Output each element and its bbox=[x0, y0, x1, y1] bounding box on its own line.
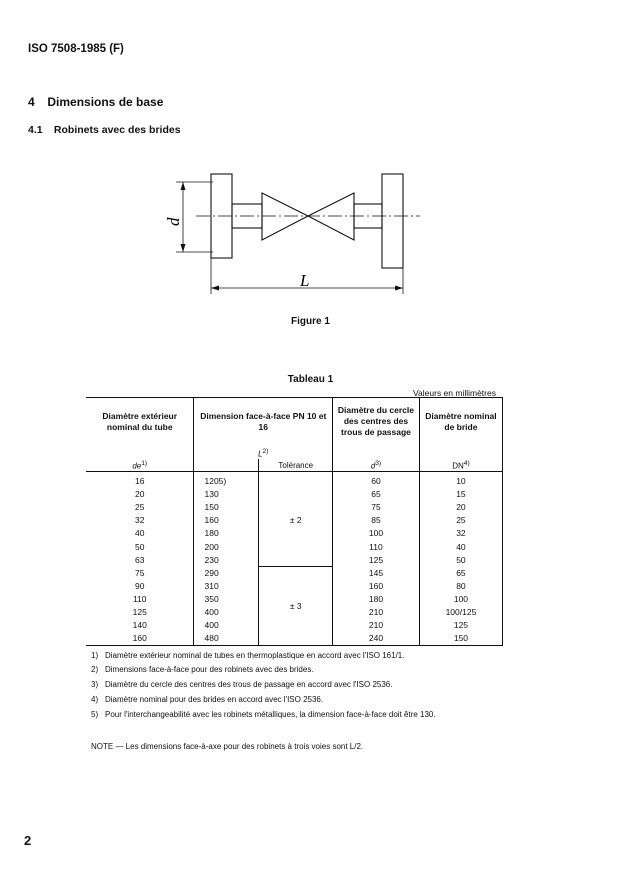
cell-bolt-circle: 145 bbox=[333, 567, 420, 580]
cell-bolt-circle: 240 bbox=[333, 632, 420, 646]
footnote-number: 5) bbox=[91, 710, 99, 719]
cell-face-to-face: 400 bbox=[194, 619, 259, 632]
footnote-number: 4) bbox=[91, 695, 99, 704]
cell-flange-dn: 125 bbox=[419, 619, 502, 632]
cell-face-to-face: 230 bbox=[194, 554, 259, 567]
document-id: ISO 7508-1985 (F) bbox=[28, 43, 124, 55]
cell-bolt-circle: 100 bbox=[333, 527, 420, 540]
cell-flange-dn: 100 bbox=[419, 593, 502, 606]
figure-caption: Figure 1 bbox=[291, 316, 330, 327]
cell-bolt-circle: 85 bbox=[333, 514, 420, 527]
label-L: L bbox=[300, 271, 310, 290]
dimensions-table bbox=[86, 397, 503, 646]
cell-outer-diameter: 110 bbox=[132, 593, 147, 604]
cell-outer-diameter: 75 bbox=[135, 567, 145, 578]
footnote-text: Diamètre nominal pour des brides en accord avec l'ISO 2536. bbox=[105, 695, 324, 704]
tolerance-label: Tolérance bbox=[259, 459, 333, 472]
footnote-number: 3) bbox=[91, 680, 99, 689]
cell-bolt-circle: 210 bbox=[333, 606, 420, 619]
cell-flange-dn: 150 bbox=[419, 632, 502, 646]
cell-outer-diameter: 63 bbox=[135, 554, 145, 565]
footnote-number: 1) bbox=[91, 651, 99, 660]
arrowhead-icon bbox=[181, 244, 186, 252]
footnote bbox=[91, 695, 323, 704]
cell-bolt-circle: 210 bbox=[333, 619, 420, 632]
header-bolt-circle: Diamètre du cercle des centres des trous de passage bbox=[333, 398, 420, 446]
subsection-heading bbox=[28, 124, 181, 136]
cell-face-to-face: 310 bbox=[194, 580, 259, 593]
cell-outer-diameter: 125 bbox=[132, 606, 147, 617]
cell-flange-dn: 80 bbox=[419, 580, 502, 593]
arrowhead-icon bbox=[395, 286, 403, 291]
footnote-text: Diamètre du cercle des centres des trous de passage en accord avec l'ISO 2536. bbox=[105, 680, 393, 689]
left-valve-cone bbox=[262, 193, 308, 240]
right-flange bbox=[382, 174, 403, 268]
cell-face-to-face: 180 bbox=[194, 527, 259, 540]
cell-face-to-face: 160 bbox=[194, 514, 259, 527]
note: NOTE — Les dimensions face-à-axe pour des robinets à trois voies sont L/2. bbox=[91, 742, 364, 751]
label-d: d bbox=[164, 217, 183, 226]
footnote bbox=[91, 665, 314, 674]
cell-bolt-circle: 125 bbox=[333, 554, 420, 567]
cell-outer-diameter: 40 bbox=[135, 528, 145, 539]
cell-flange-dn: 25 bbox=[419, 514, 502, 527]
cell-outer-diameter: 32 bbox=[135, 515, 145, 526]
table-caption: Tableau 1 bbox=[287, 374, 334, 385]
symbol-d: $d^{3)}$ bbox=[333, 445, 420, 472]
cell-face-to-face: 1205) bbox=[194, 472, 259, 489]
cell-bolt-circle: 65 bbox=[333, 488, 420, 501]
footnote bbox=[91, 680, 392, 689]
table-header-row bbox=[86, 398, 503, 446]
table-body bbox=[86, 472, 503, 646]
cell-face-to-face: 200 bbox=[194, 540, 259, 553]
arrowhead-icon bbox=[181, 182, 186, 190]
cell-outer-diameter: 20 bbox=[135, 489, 145, 500]
footnote bbox=[91, 651, 404, 660]
footnote-text: Pour l'interchangeabilité avec les robinets métalliques, la dimension face-à-face doit être 130. bbox=[105, 710, 436, 719]
subsection-number: 4.1 bbox=[28, 124, 43, 136]
cell-face-to-face: 480 bbox=[194, 632, 259, 646]
header-flange-dn: Diamètre nominal de bride bbox=[419, 398, 502, 446]
section-heading bbox=[28, 95, 163, 109]
cell-outer-diameter: 160 bbox=[86, 632, 194, 646]
table-units: Valeurs en millimètres bbox=[413, 388, 496, 398]
cell-flange-dn: 40 bbox=[419, 540, 502, 553]
right-valve-cone bbox=[308, 193, 354, 240]
footnote-text: Dimensions face-à-face pour des robinets avec des brides. bbox=[105, 665, 314, 674]
section-number: 4 bbox=[28, 95, 35, 109]
arrowhead-icon bbox=[211, 286, 219, 291]
symbol-de: $de^{1)}$ bbox=[86, 445, 194, 472]
table-row bbox=[86, 472, 503, 489]
cell-outer-diameter: 140 bbox=[132, 620, 147, 631]
cell-face-to-face: 290 bbox=[194, 567, 259, 580]
footnote-text: Diamètre extérieur nominal de tubes en thermoplastique en accord avec l'ISO 161/1. bbox=[105, 651, 405, 660]
cell-face-to-face: 130 bbox=[194, 488, 259, 501]
cell-bolt-circle: 180 bbox=[333, 593, 420, 606]
header-face-to-face: Dimension face-à-face PN 10 et 16 bbox=[194, 398, 333, 446]
cell-face-to-face: 150 bbox=[194, 501, 259, 514]
cell-tolerance: ± 3 bbox=[259, 567, 333, 646]
cell-flange-dn: 50 bbox=[419, 554, 502, 567]
header-outer-diameter: Diamètre extérieur nominal du tube bbox=[86, 398, 194, 446]
symbol-dn: DN$^{4)}$ bbox=[419, 445, 502, 472]
cell-flange-dn: 65 bbox=[419, 567, 502, 580]
cell-bolt-circle: 75 bbox=[333, 501, 420, 514]
section-title: Dimensions de base bbox=[47, 95, 164, 109]
page-number: 2 bbox=[24, 833, 32, 848]
table-symbol-row bbox=[86, 445, 503, 459]
cell-flange-dn: 20 bbox=[419, 501, 502, 514]
cell-bolt-circle: 160 bbox=[333, 580, 420, 593]
cell-face-to-face: 400 bbox=[194, 606, 259, 619]
cell-face-to-face: 350 bbox=[194, 593, 259, 606]
footnote-number: 2) bbox=[91, 665, 99, 674]
footnote bbox=[91, 710, 436, 719]
cell-flange-dn: 100/125 bbox=[419, 606, 502, 619]
cell-outer-diameter: 90 bbox=[135, 580, 145, 591]
cell-flange-dn: 15 bbox=[419, 488, 502, 501]
cell-flange-dn: 10 bbox=[419, 472, 502, 489]
symbol-L: $L^{2)}$ bbox=[194, 445, 333, 459]
subsection-title: Robinets avec des brides bbox=[53, 124, 181, 136]
cell-tolerance: ± 2 bbox=[259, 472, 333, 567]
table-row bbox=[86, 567, 503, 580]
cell-outer-diameter: 16 bbox=[135, 476, 145, 487]
valve-diagram bbox=[0, 160, 621, 300]
cell-flange-dn: 32 bbox=[419, 527, 502, 540]
cell-bolt-circle: 110 bbox=[333, 540, 420, 553]
cell-outer-diameter: 50 bbox=[135, 541, 145, 552]
cell-outer-diameter: 25 bbox=[135, 502, 145, 513]
cell-bolt-circle: 60 bbox=[333, 472, 420, 489]
